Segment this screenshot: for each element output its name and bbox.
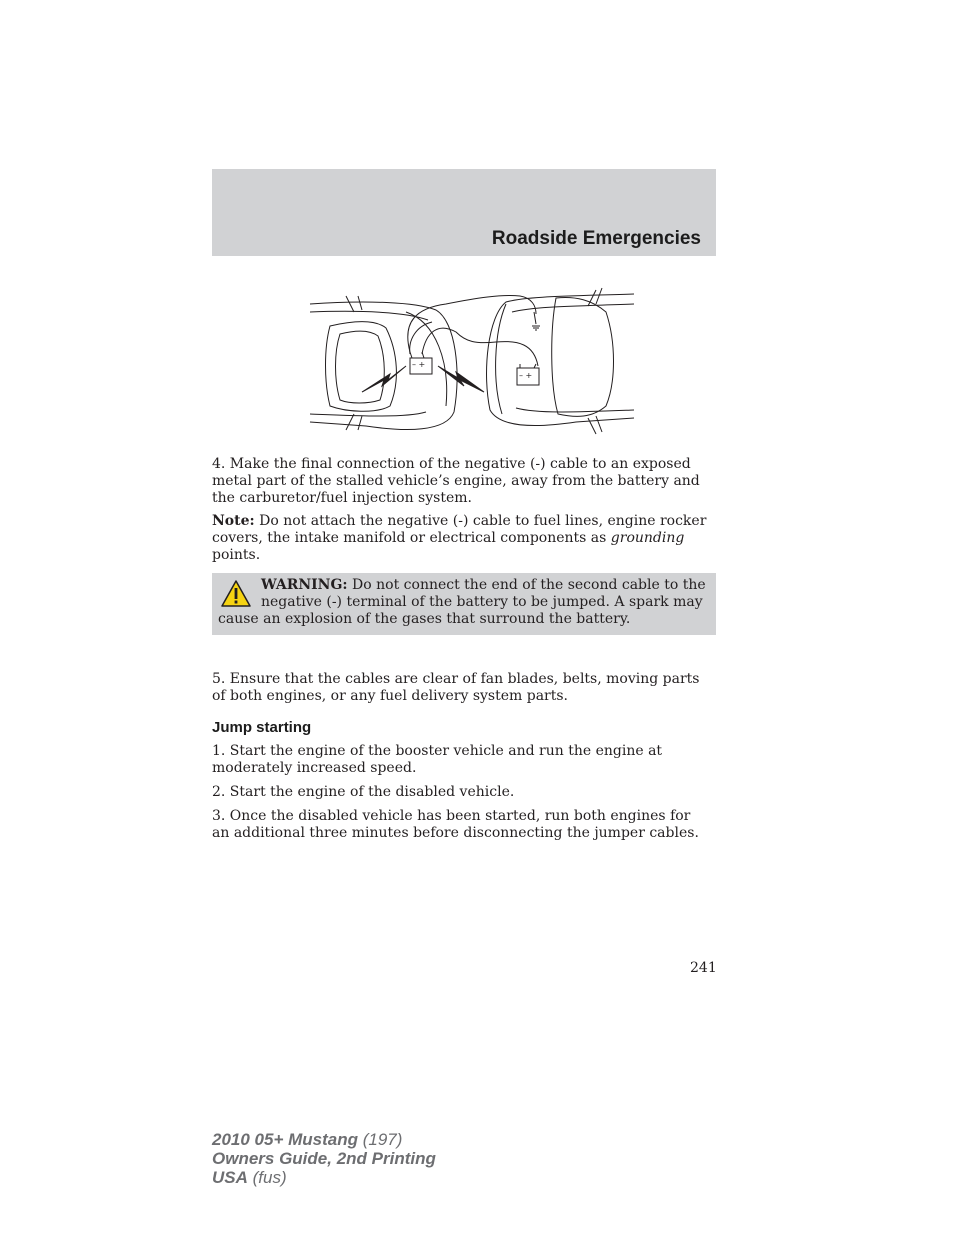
footer-model-code: (197)	[358, 1130, 403, 1149]
footer-region-code: (fus)	[247, 1168, 287, 1187]
jump-step-3: 3. Once the disabled vehicle has been started, run both engines for an additional three minutes before disconnecting the jumper cables.	[212, 808, 699, 841]
note-text-before: Do not attach the negative (-) cable to fuel lines, engine rocker covers, the intake manifold or electrical components as	[212, 513, 707, 546]
booster-car	[487, 288, 634, 434]
note-text-after: points.	[212, 547, 261, 563]
jumper-cables	[408, 295, 540, 366]
jump-starting-heading: Jump starting	[212, 719, 312, 736]
spark-right-icon	[438, 366, 484, 392]
warning-box	[212, 573, 716, 635]
warning-text	[218, 577, 706, 628]
battery-right-terminals: – +	[519, 371, 533, 380]
jump-step-2: 2. Start the engine of the disabled vehicle.	[212, 784, 515, 800]
footer-region: USA	[212, 1168, 248, 1187]
page-number: 241	[690, 960, 717, 976]
warning-body: Do not connect the end of the second cable to the negative (-) terminal of the battery to be jumped. A spark may cause an explosion of the gases that surround the battery.	[218, 577, 706, 627]
section-header-band	[212, 169, 716, 256]
footer-model: 2010 05+ Mustang	[212, 1130, 358, 1149]
footer-guide: Owners Guide, 2nd Printing	[212, 1149, 436, 1168]
stalled-car	[310, 296, 457, 430]
jump-start-diagram	[306, 282, 638, 444]
step-4-text: 4. Make the final connection of the negative (-) cable to an exposed metal part of the stalled vehicle’s engine, away from the battery and the carburetor/fuel injection system.	[212, 456, 700, 506]
section-title: Roadside Emergencies	[491, 228, 701, 249]
battery-left-terminals: – +	[412, 360, 426, 369]
footer-imprint	[212, 1130, 436, 1187]
step-5-text: 5. Ensure that the cables are clear of fan blades, belts, moving parts of both engines, or any fuel delivery system parts.	[212, 671, 700, 704]
note-paragraph	[212, 513, 712, 564]
warning-label: WARNING:	[261, 577, 348, 593]
note-label: Note:	[212, 513, 255, 529]
jump-step-1: 1. Start the engine of the booster vehicle and run the engine at moderately increased speed.	[212, 743, 663, 776]
note-emphasis: grounding	[610, 530, 685, 546]
